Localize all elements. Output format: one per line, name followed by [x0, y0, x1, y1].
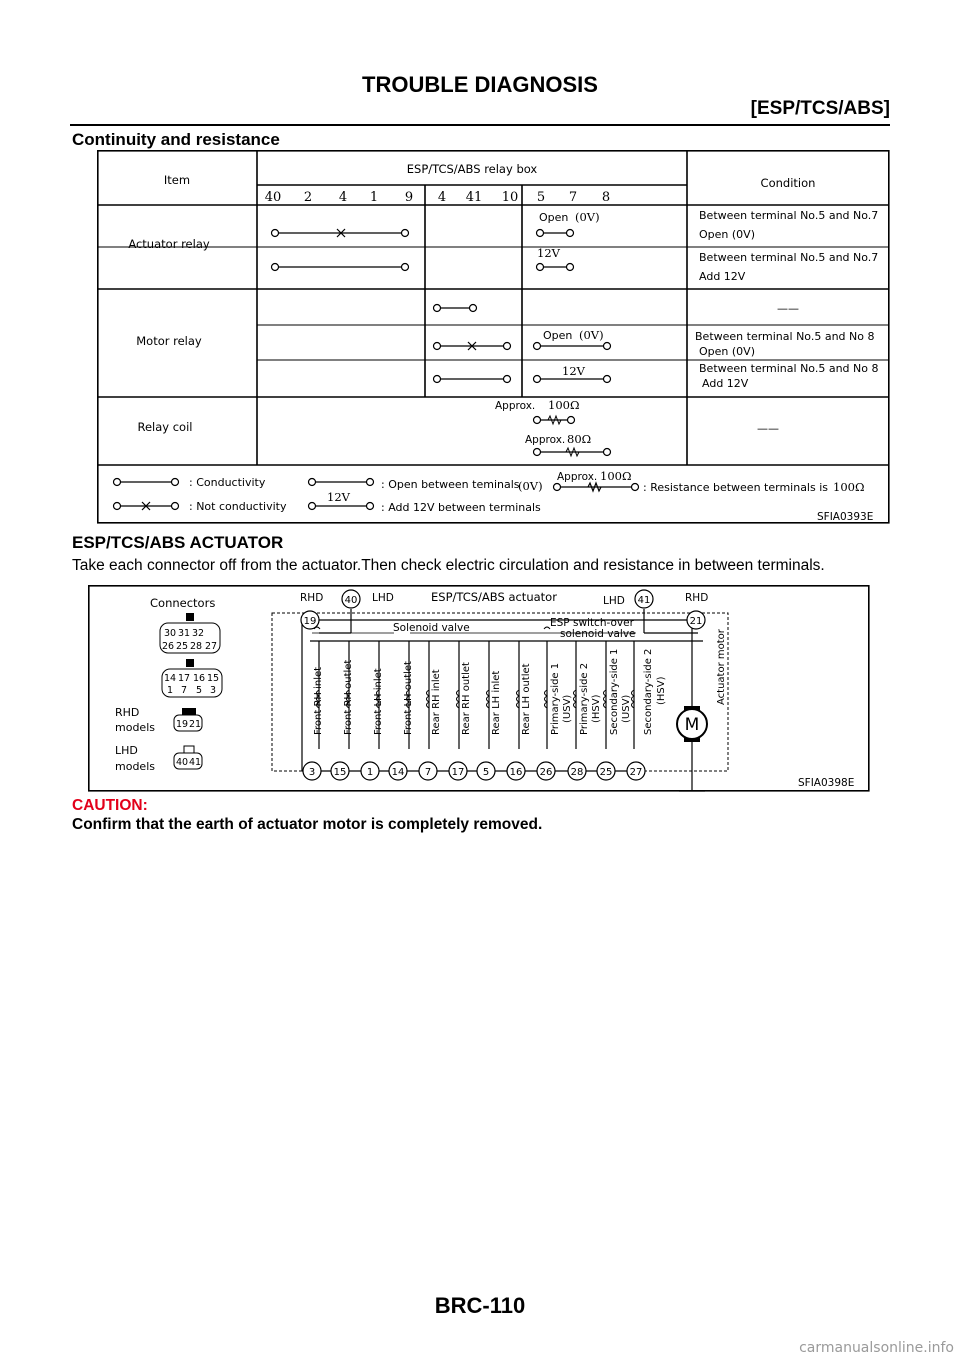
bottom-pin-label: 16 — [509, 767, 523, 778]
lhd-models-label: LHD — [115, 744, 138, 757]
figure-id: SFIA0393E — [817, 511, 874, 523]
pin-label: 28 — [189, 641, 203, 652]
cell-zero-v: (0V) — [579, 328, 604, 342]
legend-conductivity: : Conductivity — [189, 476, 266, 489]
legend-resistance-value: 100Ω — [833, 480, 865, 494]
pin-label: 7 — [180, 685, 188, 696]
pin-label: 41 — [188, 757, 202, 768]
valve-label: Rear LH outlet — [521, 663, 532, 735]
valve-label: Rear RH outlet — [461, 662, 472, 735]
switch-valve-label: Primary-side 1 — [550, 662, 561, 735]
terminal-label: 9 — [404, 190, 414, 205]
bottom-pin-label: 5 — [482, 767, 490, 778]
cell-open-label: Open — [543, 329, 573, 342]
pin-label: 16 — [192, 673, 206, 684]
bottom-pin-label: 28 — [570, 767, 584, 778]
bottom-pin-label: 25 — [599, 767, 613, 778]
pin-label: 32 — [191, 628, 205, 639]
rhd-label: RHD — [300, 592, 324, 604]
switch-valve-label: Primary-side 2 — [579, 662, 590, 735]
cond-text: Between terminal No.5 and No 8 — [699, 362, 879, 375]
bottom-pin-label: 15 — [333, 767, 347, 778]
cond-dash: —— — [777, 302, 799, 315]
cond-text: Between terminal No.5 and No 8 — [695, 330, 875, 343]
continuity-table-figure — [97, 150, 890, 524]
legend-12v: 12V — [327, 490, 350, 504]
actuator-heading: ESP/TCS/ABS ACTUATOR — [72, 533, 284, 552]
caution-text: Confirm that the earth of actuator motor is completely removed. — [72, 816, 543, 833]
cond-text: Open (0V) — [699, 345, 755, 358]
cell-approx: Approx. — [495, 400, 536, 412]
terminal-label: 1 — [369, 190, 379, 205]
pin-label: 17 — [177, 673, 191, 684]
pin-label: 26 — [161, 641, 175, 652]
rhd-models-label: models — [115, 721, 155, 734]
lhd-label: LHD — [372, 592, 394, 604]
valve-label: Rear LH inlet — [491, 670, 502, 735]
cell-approx: Approx. — [525, 434, 566, 446]
pin-label: 5 — [195, 685, 203, 696]
top-pin-label: 41 — [637, 595, 651, 606]
terminal-label: 2 — [303, 190, 313, 205]
top-pin-label: 19 — [303, 616, 317, 627]
terminal-label: 10 — [501, 190, 519, 205]
section-tag: [ESP/TCS/ABS] — [750, 98, 890, 119]
header-rule — [70, 124, 890, 126]
row-relay-coil: Relay coil — [137, 420, 193, 434]
legend-r100: 100Ω — [600, 469, 632, 483]
valve-label: Rear RH inlet — [431, 669, 442, 735]
legend-open-between: : Open between teminals — [381, 478, 520, 491]
rhd-models-label: RHD — [115, 706, 140, 719]
switch-valve-label: Secondary-side 1 — [609, 648, 620, 735]
legend-not-conductivity: : Not conductivity — [189, 500, 287, 513]
legend-add-12v: : Add 12V between terminals — [381, 501, 541, 514]
bottom-pin-label: 3 — [308, 767, 316, 778]
bottom-pin-label: 1 — [366, 767, 374, 778]
terminal-label: 8 — [601, 190, 611, 205]
col-condition-header: Condition — [760, 176, 816, 190]
solenoid-valve-label: Solenoid valve — [393, 622, 470, 634]
terminal-label: 41 — [465, 190, 483, 205]
valve-label: Front LH inlet — [373, 668, 384, 735]
cell-12v: 12V — [537, 246, 560, 260]
connectors-label: Connectors — [150, 596, 216, 610]
valve-label: Front RH inlet — [313, 666, 324, 735]
top-pin-label: 40 — [344, 595, 358, 606]
actuator-title: ESP/TCS/ABS actuator — [431, 590, 557, 604]
cell-12v: 12V — [562, 364, 585, 378]
switch-valve-label: (USV) — [621, 694, 632, 723]
pin-label: 15 — [206, 673, 220, 684]
pin-label: 40 — [175, 757, 189, 768]
lhd-models-label: models — [115, 760, 155, 773]
pin-label: 1 — [166, 685, 174, 696]
esp-switch-label: ESP switch-over — [550, 617, 634, 629]
switch-valve-label: (HSV) — [656, 676, 667, 705]
switch-valve-label: (USV) — [562, 694, 573, 723]
page-title: TROUBLE DIAGNOSIS — [362, 72, 598, 97]
cell-open-label: Open — [539, 211, 569, 224]
caution-label: CAUTION: — [72, 797, 148, 814]
terminal-label: 4 — [338, 190, 348, 205]
cell-r100: 100Ω — [548, 398, 580, 412]
continuity-heading: Continuity and resistance — [72, 130, 280, 149]
switch-valve-label: (HSV) — [591, 694, 602, 723]
motor-letter: M — [684, 715, 700, 735]
row-actuator-relay: Actuator relay — [128, 237, 210, 251]
valve-label: Front LH outlet — [403, 661, 414, 735]
pin-label: 3 — [209, 685, 217, 696]
legend-approx: Approx. — [557, 471, 598, 483]
figure-id: SFIA0398E — [798, 777, 855, 789]
rhd-label: RHD — [685, 592, 709, 604]
page-number: BRC-110 — [434, 1293, 526, 1318]
lhd-label: LHD — [603, 595, 625, 607]
cond-text: Between terminal No.5 and No.7 — [699, 251, 879, 264]
switch-valve-label: Secondary-side 2 — [643, 648, 654, 735]
pin-label: 14 — [163, 673, 177, 684]
terminal-label: 40 — [264, 190, 282, 205]
legend-zero-v: (0V) — [518, 479, 543, 493]
bottom-pin-label: 7 — [424, 767, 432, 778]
cond-text: Open (0V) — [699, 228, 755, 241]
cell-r80: 80Ω — [567, 432, 592, 446]
cond-text: Add 12V — [702, 377, 749, 390]
col-item-header: Item — [163, 173, 191, 187]
esp-switch-label: solenoid valve — [560, 628, 636, 640]
watermark: carmanualsonline.info — [799, 1340, 954, 1356]
cell-zero-v: (0V) — [575, 210, 600, 224]
actuator-intro: Take each connector off from the actuator.Then check electric circulation and resistance in between terminals. — [72, 557, 825, 574]
row-motor-relay: Motor relay — [136, 334, 202, 348]
pin-label: 19 — [175, 719, 189, 730]
col-relaybox-header: ESP/TCS/ABS relay box — [406, 162, 538, 176]
cond-text: Between terminal No.5 and No.7 — [699, 209, 879, 222]
cond-text: Add 12V — [699, 270, 746, 283]
terminal-label: 7 — [568, 190, 578, 205]
legend-resistance: : Resistance between terminals is — [643, 481, 829, 494]
pin-label: 27 — [204, 641, 218, 652]
cond-dash: —— — [757, 422, 779, 435]
bottom-pin-label: 27 — [629, 767, 643, 778]
pin-label: 31 — [177, 628, 191, 639]
valve-label: Front RH outlet — [343, 659, 354, 735]
actuator-wiring-figure — [88, 585, 870, 792]
actuator-motor-label: Actuator motor — [716, 629, 727, 705]
pin-label: 30 — [163, 628, 177, 639]
pin-label: 25 — [175, 641, 189, 652]
bottom-pin-label: 17 — [451, 767, 465, 778]
terminal-label: 4 — [437, 190, 447, 205]
bottom-pin-label: 26 — [539, 767, 553, 778]
terminal-label: 5 — [536, 190, 546, 205]
top-pin-label: 21 — [689, 616, 703, 627]
bottom-pin-label: 14 — [391, 767, 405, 778]
pin-label: 21 — [188, 719, 202, 730]
